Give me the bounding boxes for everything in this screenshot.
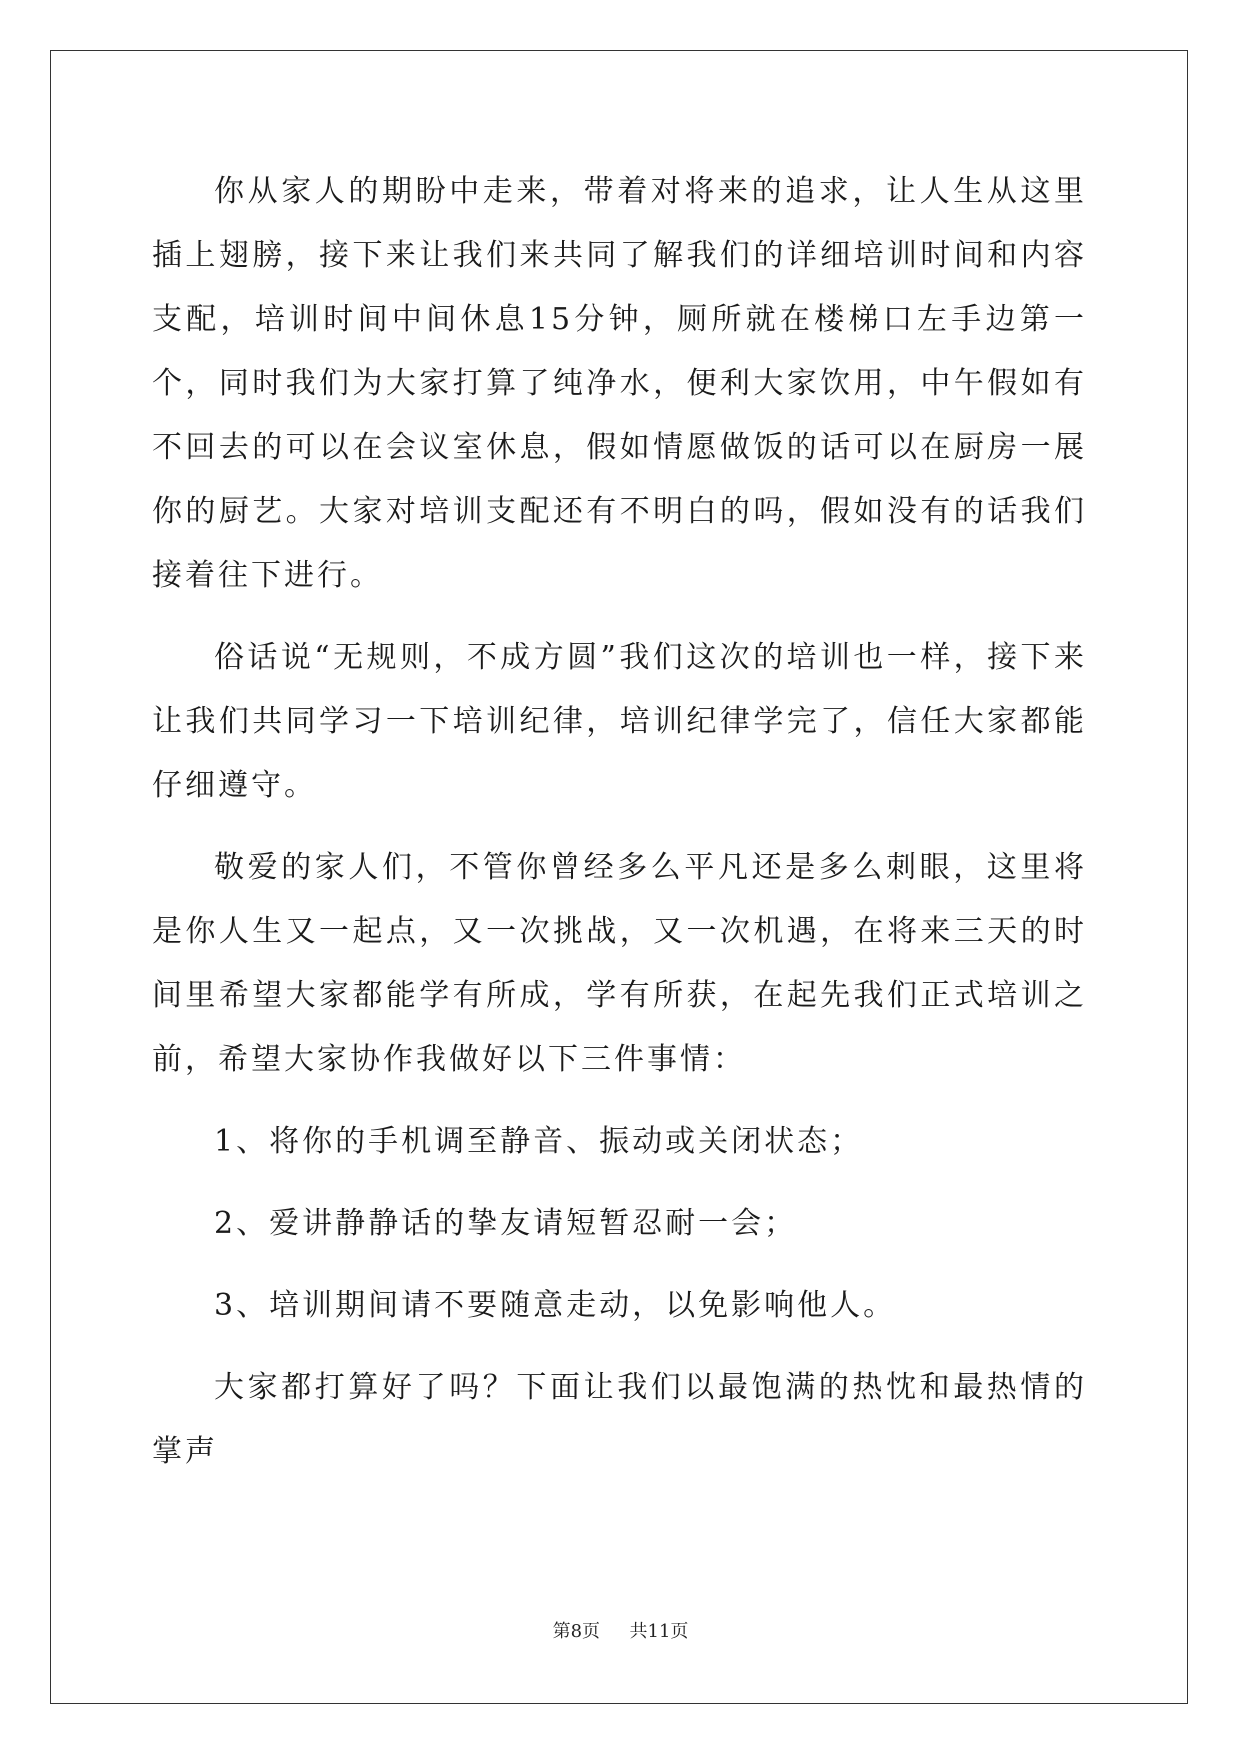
paragraph-2: 俗话说“无规则，不成方圆”我们这次的培训也一样，接下来让我们共同学习一下培训纪律，培训纪律学完了，信任大家都能仔细遵守。: [152, 640, 1087, 803]
page-total: 共11页: [629, 1621, 689, 1642]
list-item-1: 1、将你的手机调至静音、振动或关闭状态；: [214, 1124, 864, 1159]
paragraph-3: 敬爱的家人们，不管你曾经多么平凡还是多么刺眼，这里将是你人生又一起点，又一次挑战，又一次机遇，在将来三天的时间里希望大家都能学有所成，学有所获，在起先我们正式培训之前，希望大家协作我做好以下三件事情：: [152, 850, 1087, 1077]
document-body: [152, 160, 1087, 1502]
closing-paragraph: 大家都打算好了吗？下面让我们以最饱满的热忱和最热情的掌声: [152, 1370, 1087, 1469]
page-number: 第8页: [552, 1621, 601, 1642]
list-item-3: 3、培训期间请不要随意走动，以免影响他人。: [214, 1288, 897, 1323]
paragraph-1: 你从家人的期盼中走来，带着对将来的追求，让人生从这里插上翅膀，接下来让我们来共同了解我们的详细培训时间和内容支配，培训时间中间休息15分钟，厕所就在楼梯口左手边第一个，同时我们为大家打算了纯净水，便利大家饮用，中午假如有不回去的可以在会议室休息，假如情愿做饭的话可以在厨房一展你的厨艺。大家对培训支配还有不明白的吗，假如没有的话我们接着往下进行。: [152, 174, 1087, 593]
page-footer: [0, 1617, 1241, 1643]
list-item-2: 2、爱讲静静话的挚友请短暂忍耐一会；: [214, 1206, 798, 1241]
